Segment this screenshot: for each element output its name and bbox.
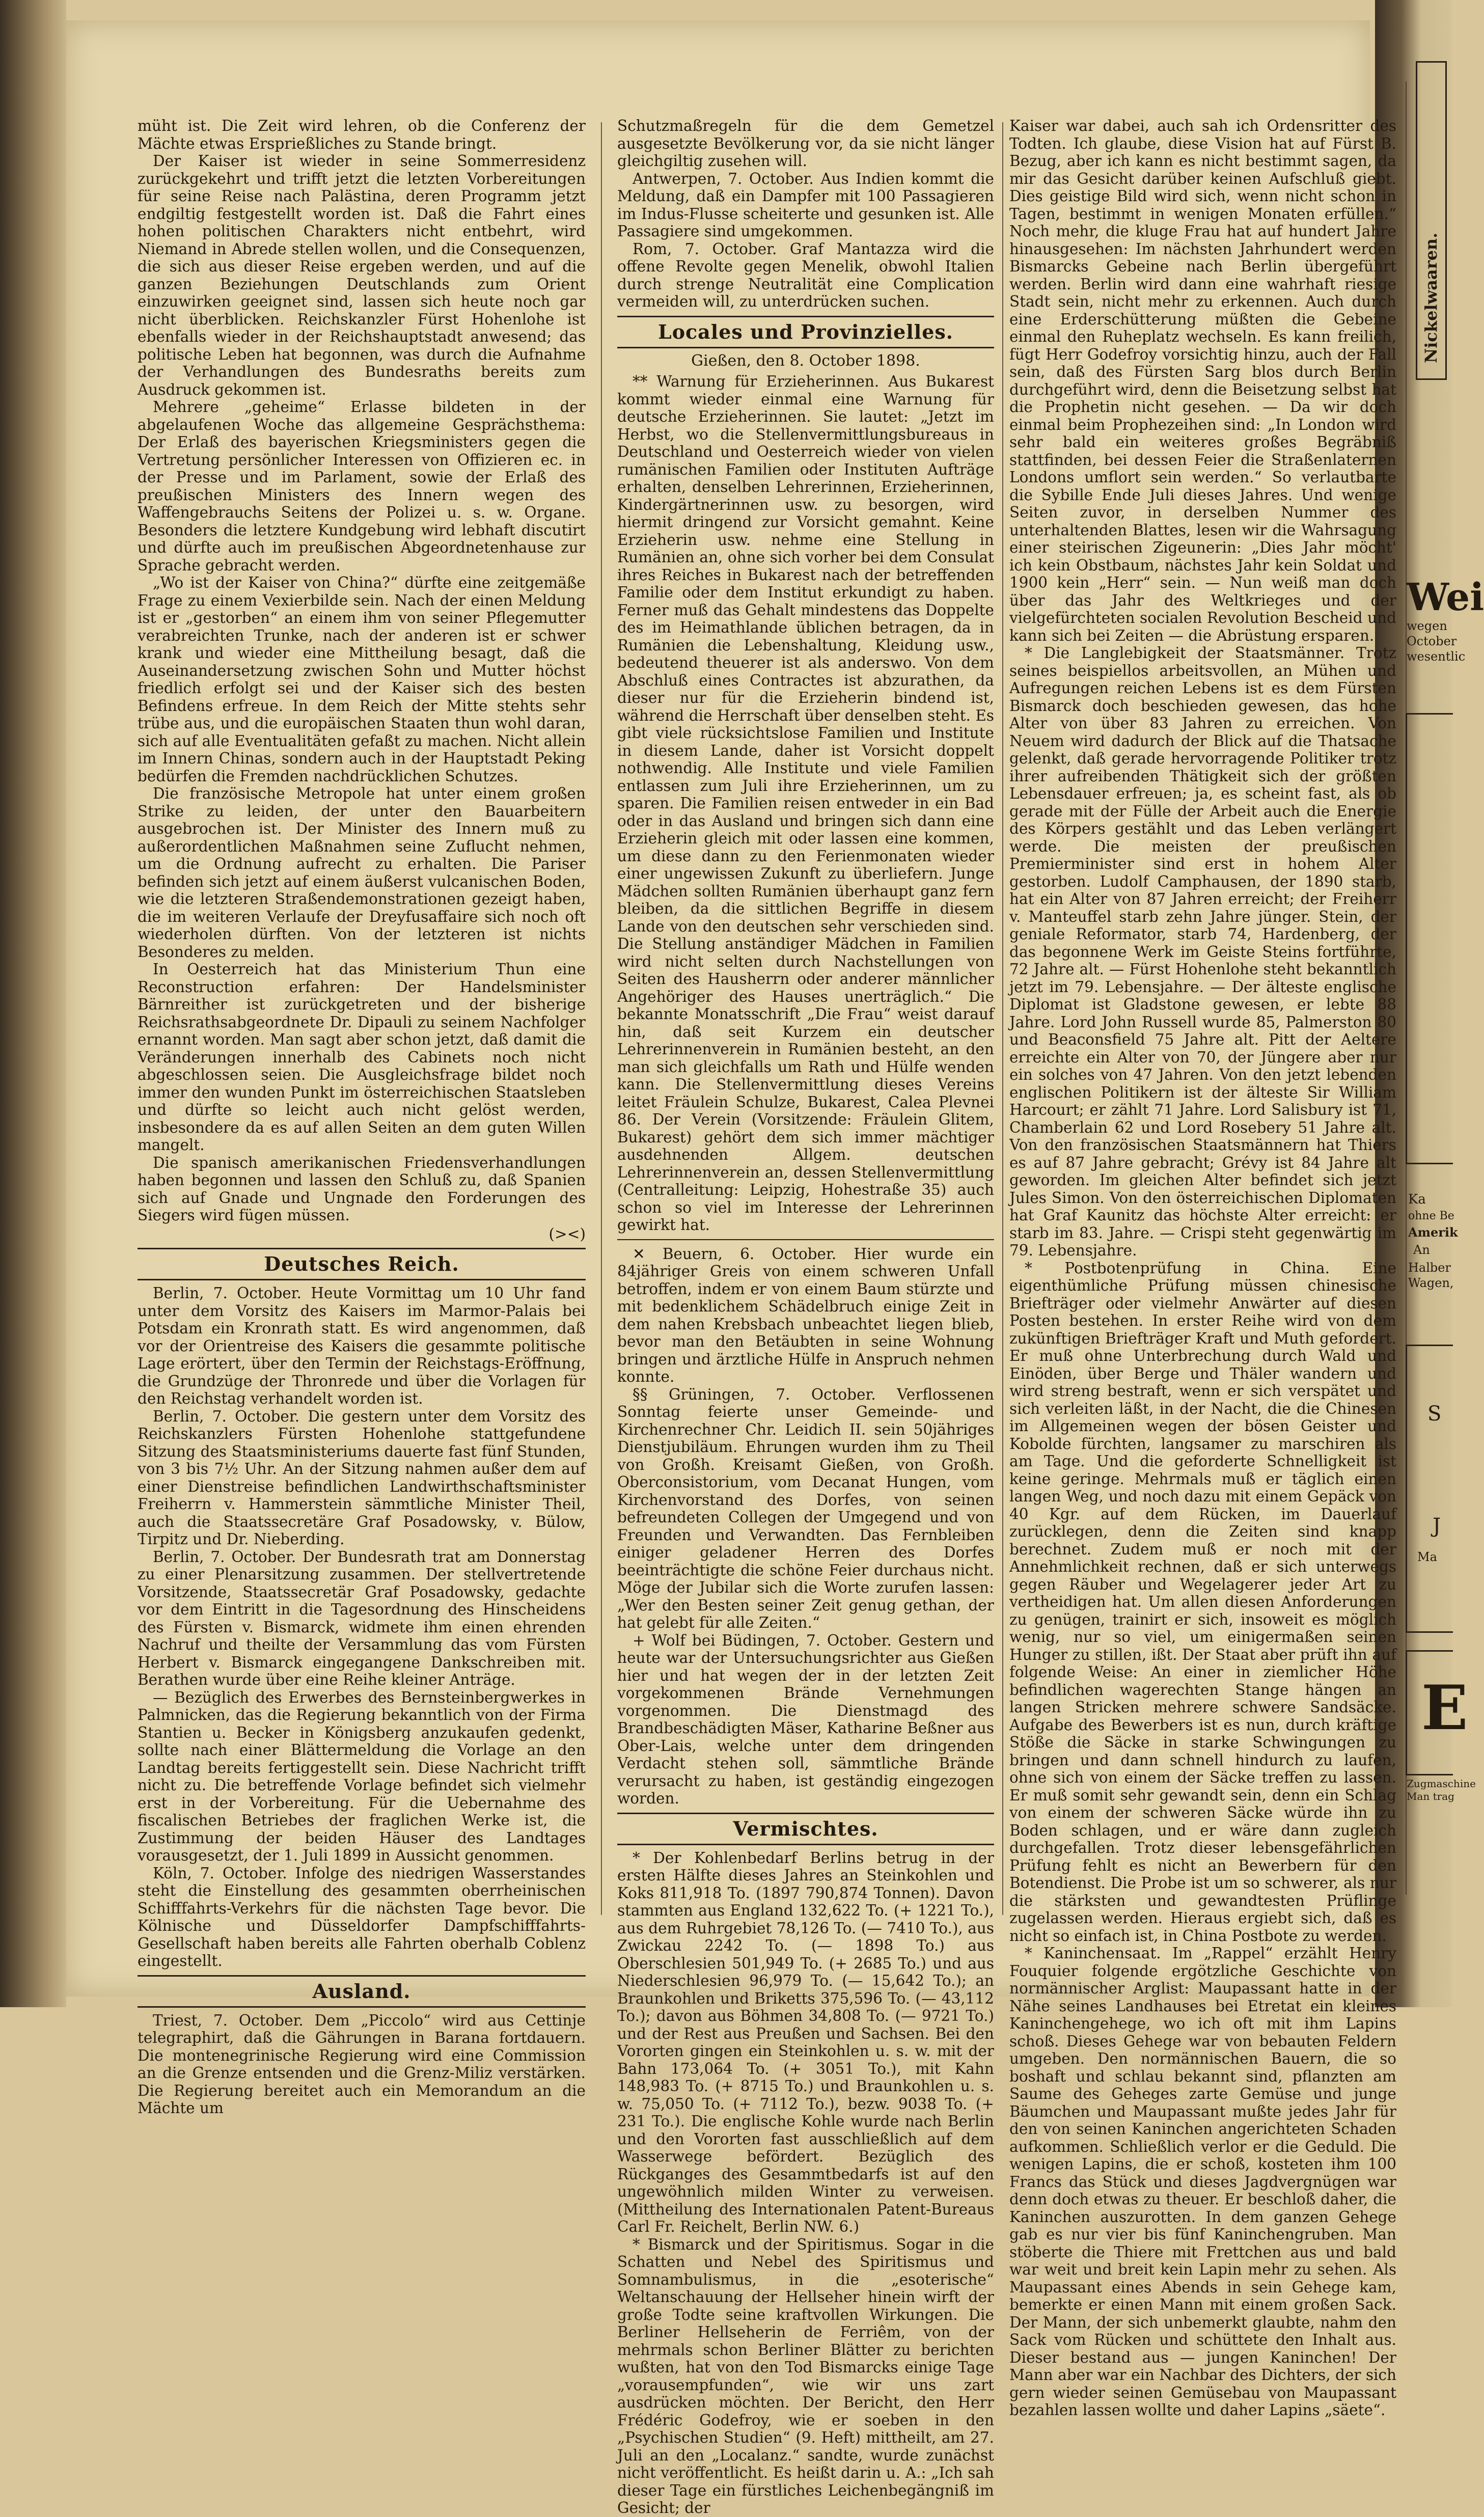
paragraph: müht ist. Die Zeit wird lehren, ob die Conferenz der Mächte etwas Ersprießliches zu Stande bringt.	[138, 117, 586, 152]
paragraph: Antwerpen, 7. October. Aus Indien kommt die Meldung, daß ein Dampfer mit 100 Passagieren im Indus-Flusse scheiterte und gesunken ist. Alle Passagiere sind umgekommen.	[617, 170, 994, 240]
paragraph: + Wolf bei Büdingen, 7. October. Gestern und heute war der Untersuchungsrichter aus Gießen hier und hat wegen der in der letzten Zeit vorgekommenen Brände Vernehmungen vorgenommen. Die Dienstmagd des Brandbeschädigten Mäser, Katharine Beßner aus Ober-Lais, welche unter dem dringenden Verdacht stehen soll, sämmtliche Brände verursacht zu haben, ist geständig eingezogen worden.	[617, 1631, 994, 1807]
text-fragment: S	[1427, 1402, 1442, 1426]
paragraph: Schutzmaßregeln für die dem Gemetzel ausgesetzte Bevölkerung vor, da sie nicht länger gleichgiltig zusehen will.	[617, 117, 994, 170]
paragraph: Berlin, 7. October. Der Bundesrath trat am Donnerstag zu einer Plenarsitzung zusammen. Der stellvertretende Vorsitzende, Staatssecretär Graf Posadowsky, gedachte vor dem Eintritt in die Tagesordnung des Hinscheidens des Fürsten v. Bismarck, widmete ihm einen ehrenden Nachruf und theilte der Versammlung das vom Fürsten Herbert v. Bismarck eingegangene Dankschreiben mit. Berathen wurde über eine Reihe kleiner Anträge.	[138, 1548, 586, 1688]
dateline: Gießen, den 8. October 1898.	[691, 351, 920, 370]
section-heading-vermischtes: Vermischtes.	[617, 1813, 994, 1845]
text-fragment: Ka	[1408, 1192, 1426, 1207]
paragraph: Mehrere „geheime“ Erlasse bildeten in der abgelaufenen Woche das allgemeine Gesprächsthema: Der Erlaß des bayerischen Kriegsministers gegen die Vertretung persönlicher Interessen von Offizieren ec. in der Presse und im Parlament, sowie der Erlaß des preußischen Ministers des Innern wegen des Waffengebrauchs Seitens der Polizei u. s. w. Organe. Besonders die letztere Kundgebung wird lebhaft discutirt und dürfte auch im preußischen Abgeordnetenhause zur Sprache gebracht werden.	[138, 398, 586, 574]
section-heading-ausland: Ausland.	[138, 1975, 586, 2008]
separator-rule	[617, 1239, 994, 1240]
text-fragment: wesentlic	[1407, 649, 1466, 664]
paragraph: * Kaninchensaat. Im „Rappel“ erzählt Henry Fouquier folgende ergötzliche Geschichte von normännischer Arglist: Maupassant hatte in der Nähe seines Landhauses bei Etretat ein kleines Kaninchengehege, wo ich oft mit ihm Lapins schoß. Dieses Gehege war von bebauten Feldern umgeben. Den normännischen Bauern, die so boshaft und schlau bekannt sind, pflanzten am Saume des Geheges zarte Gemüse und junge Bäumchen und Maupassant mußte jedes Jahr für den von seinen Kaninchen angerichteten Schaden aufkommen. Schließlich verlor er die Geduld. Die wenigen Lapins, die er schoß, kosteten ihm 100 Francs das Stück und dieses Jagdvergnügen war denn doch etwas zu theuer. Er beschloß daher, die Kaninchen auszurotten. In dem ganzen Gehege gab es nur vier bis fünf Kaninchengruben. Man stöberte die Thiere mit Frettchen aus und bald war weit und breit kein Lapin mehr zu sehen. Als Maupassant eines Abends in sein Gehege kam, bemerkte er einen Mann mit einem großen Sack. Der Mann, der sich unbemerkt glaubte, nahm den Sack vom Rücken und schüttete den Inhalt aus. Dieser bestand aus — jungen Kaninchen! Der Mann aber war ein Nachbar des Dichters, der sich gern wieder seinen Gemüsebau von Maupassant bezahlen lassen wollte und daher Lapins „säete“.	[1009, 1945, 1396, 2419]
paragraph: §§ Grüningen, 7. October. Verflossenen Sonntag feierte unser Gemeinde- und Kirchenrechner Chr. Leidich II. sein 50jähriges Dienstjubiläum. Ehrungen wurden ihm zu Theil von Großh. Kreisamt Gießen, von Großh. Oberconsistorium, vom Decanat Hungen, vom Kirchenvorstand des Dorfes, von seinen befreundeten Collegen der Umgegend und von Freunden und Verwandten. Das Fernbleiben einiger geladener Herren des Dorfes beeinträchtigte die schöne Feier durchaus nicht. Möge der Jubilar sich die Worte zurufen lassen: „Wer den Besten seiner Zeit genug gethan, der hat gelebt für alle Zeiten.“	[617, 1385, 994, 1631]
column-3	[1009, 117, 1396, 2419]
paragraph: „Wo ist der Kaiser von China?“ dürfte eine zeitgemäße Frage zu einem Vexierbilde sein. Nach der einen Meldung ist er „gestorben“ an einem ihm von seiner Pflegemutter verabreichten Trunke, nach der anderen ist er schwer krank und wieder eine Mittheilung besagt, daß die Auseinandersetzung zwischen Sohn und Mutter höchst friedlich erfolgt sei und der Kaiser sich des besten Befindens erfreue. In dem Reich der Mitte stehts sehr trübe aus, und die europäischen Staaten thun wohl daran, sich auf alle Eventualitäten gefaßt zu machen. Nicht allein im Innern Chinas, sondern auch in der Hauptstadt Peking bedürfen die Fremden nachdrücklichen Schutzes.	[138, 574, 586, 785]
paragraph: ** Warnung für Erzieherinnen. Aus Bukarest kommt wieder einmal eine Warnung für deutsche Erzieherinnen. Sie lautet: „Jetzt im Herbst, wo die Stellenvermittlungsbureaus in Deutschland und Oesterreich wieder von vielen rumänischen Familien oder Instituten Aufträge erhalten, denselben Lehrerinnen, Erzieherinnen, Kindergärtnerinnen usw. zu besorgen, wird hiermit dringend zur Vorsicht gemahnt. Keine Erzieherin usw. nehme eine Stellung in Rumänien an, ohne sich vorher bei dem Consulat ihres Reiches in Bukarest nach der betreffenden Familie oder dem Institut erkundigt zu haben. Ferner muß das Gehalt mindestens das Doppelte des im Heimathlande üblichen betragen, da in Rumänien die Lebenshaltung, Kleidung usw., bedeutend theuerer ist als anderswo. Von dem Abschluß eines Contractes ist abzurathen, da dieser nur für die Erzieherin bindend ist, während die Herrschaft über denselben steht. Es gibt viele rücksichtslose Familien und Institute in diesem Lande, daher ist Vorsicht doppelt nothwendig. Alle Institute und viele Familien entlassen zum Juli ihre Erzieherinnen, um zu sparen. Die Familien reisen entweder in ein Bad oder in das Ausland und bringen sich dann eine Erzieherin gleich mit oder lassen eine kommen, um diese dann zu den Ferienmonaten wieder einer ungewissen Zukunft zu überliefern. Junge Mädchen sollten Rumänien überhaupt ganz fern bleiben, da die sittlichen Begriffe in diesem Lande von den deutschen sehr verschieden sind. Die Stellung anständiger Mädchen in Familien wird nicht selten durch Nachstellungen von Seiten des Hausherrn oder anderer männlicher Angehöriger des Hauses unerträglich.“ Die bekannte Monatsschrift „Die Frau“ weist darauf hin, daß seit Kurzem ein deutscher Lehrerinnenverein in Rumänien besteht, an den man sich gleichfalls um Rath und Hülfe wenden kann. Die Stellenvermittlung dieses Vereins leitet Fräulein Schulze, Bukarest, Calea Plevnei 86. Der Verein (Vorsitzende: Fräulein Glitem, Bukarest) gehört dem sich immer mächtiger ausdehnenden Allgem. deutschen Lehrerinnenverein an, dessen Stellenvermittlung (Centralleitung: Leipzig, Hohestraße 35) auch schon so viel im Interesse der Lehrerinnen gewirkt hat.	[617, 373, 994, 1234]
text-fragment: J	[1433, 1514, 1441, 1538]
paragraph: Triest, 7. October. Dem „Piccolo“ wird aus Cettinje telegraphirt, daß die Gährungen in Barana fortdauern. Die montenegrinische Regierung wird eine Commission an die Grenze entsenden und die Grenz-Miliz verstärken. Die Regierung bereitet auch ein Memorandum an die Mächte um	[138, 2011, 586, 2117]
text-fragment: Ma	[1417, 1550, 1437, 1564]
text-fragment: Amerik	[1408, 1225, 1458, 1240]
text-fragment: Wagen,	[1408, 1276, 1454, 1290]
paragraph: — Bezüglich des Erwerbes des Bernsteinbergwerkes in Palmnicken, das die Regierung bekanntlich von der Firma Stantien u. Becker in Königsberg anzukaufen gedenkt, sollte nach einer Blättermeldung die Vorlage an den Landtag bereits fertiggestellt sein. Diese Nachricht trifft nicht zu. Die betreffende Vorlage befindet sich vielmehr erst in der Vorbereitung. Für die Uebernahme des fiscalischen Betriebes der fraglichen Werke ist, die Zustimmung der beiden Häuser des Landtages vorausgesetzt, der 1. Juli 1899 in Aussicht genommen.	[138, 1688, 586, 1864]
advertisement-box	[1406, 1345, 1453, 1633]
book-spine	[0, 0, 66, 2007]
column-2	[617, 117, 994, 2516]
vertical-ad-text: Nickelwaaren.	[1421, 232, 1441, 363]
newspaper-page	[66, 20, 1396, 2516]
text-fragment: ohne Be	[1408, 1210, 1454, 1222]
column-1	[138, 117, 586, 2117]
paragraph: Rom, 7. October. Graf Mantazza wird die offene Revolte gegen Menelik, obwohl Italien durch strenge Neutralität eine Complication vermeiden will, zu unterdrücken suchen.	[617, 240, 994, 310]
text-fragment: wegen	[1407, 619, 1447, 633]
text-fragment: Halber	[1408, 1261, 1451, 1275]
paragraph: Die spanisch amerikanischen Friedensverhandlungen haben begonnen und lassen den Schluß zu, daß Spanien sich auf Gnade und Ungnade den Forderungen des Siegers wird fügen müssen.	[138, 1154, 586, 1224]
paragraph: Köln, 7. October. Infolge des niedrigen Wasserstandes steht die Einstellung des gesammten oberrheinischen Schifffahrts-Verkehrs für die nächsten Tage bevor. Die Kölnische und Düsseldorfer Dampfschifffahrts-Gesellschaft haben bereits alle Fahrten oberhalb Coblenz eingestellt.	[138, 1864, 586, 1969]
paragraph: Kaiser war dabei, auch sah ich Ordensritter des Todten. Ich glaube, diese Vision hat auf Fürst B. Bezug, aber ich kann es nicht bestimmt sagen, da mir das Gesicht darüber keinen Aufschluß giebt. Dies geistige Bild wird sich, wenn nicht schon in Tagen, bestimmt in wenigen Monaten erfüllen.“ Noch mehr, die kluge Frau hat auf hundert Jahre hinausgesehen: Im nächsten Jahrhundert werden Bismarcks Gebeine nach Berlin übergeführt werden. Berlin wird dann eine wahrhaft riesige Stadt sein, nicht mehr zu erkennen. Auch durch eine Erderschütterung müßten die Gebeine einmal den Ruheplatz wechseln. Es kann freilich, fügt Herr Godefroy vorsichtig hinzu, auch der Fall sein, daß des Fürsten Sarg blos durch Berlin durchgeführt wird, denn die Beisetzung selbst hat die Prophetin nicht gesehen. — Da wir doch einmal beim Prophezeihen sind: „In London wird sehr bald ein weiteres großes Begräbniß stattfinden, bei dessen Feier die Straßenlaternen Londons umflort sein werden.“ So verlautbarte die Sybille Ende Juli dieses Jahres. Und wenige Seiten zuvor, in derselben Nummer des unterhaltenden Blattes, lesen wir die Wahrsagung einer steirischen Zigeunerin: „Dies Jahr möcht' ich kein Obstbaum, nächstes Jahr kein Soldat und 1900 kein „Herr“ sein. — Nun weiß man doch über das Jahr des Weltkrieges und der vielgefürchteten socialen Revolution Bescheid und kann sich bei Zeiten — die Abrüstung ersparen.	[1009, 117, 1396, 644]
section-heading-locales: Locales und Provinzielles.	[617, 316, 994, 348]
paragraph: In Oesterreich hat das Ministerium Thun eine Reconstruction erfahren: Der Handelsminister Bärnreither ist zurückgetreten und der bisherige Reichsrathsabgeordnete Dr. Dipauli zu seinem Nachfolger ernannt worden. Man sagt aber schon jetzt, daß damit die Veränderungen innerhalb des Cabinets noch nicht abgeschlossen seien. Die Ausgleichsfrage bildet noch immer den wunden Punkt im österreichischen Staatsleben und dürfte so leicht auch nicht gelöst werden, insbesondere da es auf allen Seiten an dem guten Willen mangelt.	[138, 961, 586, 1154]
text-fragment: October	[1407, 634, 1457, 648]
ad-headline-fragment: Wei	[1407, 576, 1484, 619]
section-end-mark: (><)	[548, 1225, 586, 1243]
ad-headline-fragment: E	[1421, 1672, 1468, 1744]
paragraph: Der Kaiser ist wieder in seine Sommerresidenz zurückgekehrt und trifft jetzt die letzten Vorbereitungen für seine Reise nach Palästina, deren Programm jetzt endgiltig festgestellt worden ist. Daß die Fahrt eines hohen politischen Charakters nicht entbehrt, wird Niemand in Abrede stellen wollen, und die Consequenzen, die sich aus dieser Reise ergeben werden, und auf die ganzen Beziehungen Deutschlands zum Orient einzuwirken geeignet sind, lassen sich heute noch gar nicht überblicken. Reichskanzler Fürst Hohenlohe ist ebenfalls wieder in der Reichshauptstadt anwesend; das politische Leben hat begonnen, was durch die Aufnahme der Verhandlungen des Bundesraths bereits zum Ausdruck gekommen ist.	[138, 152, 586, 398]
paragraph: Berlin, 7. October. Heute Vormittag um 10 Uhr fand unter dem Vorsitz des Kaisers im Marmor-Palais bei Potsdam ein Kronrath statt. Es wird angenommen, daß vor der Orientreise des Kaisers die gesammte politische Lage erörtert, über den Termin der Reichstags-Eröffnung, die Grundzüge der Thronrede und über die Vorlagen für den Reichstag verhandelt worden ist.	[138, 1284, 586, 1407]
text-fragment: Man trag	[1407, 1790, 1454, 1802]
column-divider	[601, 122, 602, 1915]
section-heading-deutsches-reich: Deutsches Reich.	[138, 1248, 586, 1280]
paragraph: Berlin, 7. October. Die gestern unter dem Vorsitz des Reichskanzlers Fürsten Hohenlohe stattgefundene Sitzung des Staatsministeriums dauerte fast fünf Stunden, von 3 bis 7½ Uhr. An der Sitzung nahmen außer dem auf einer Dienstreise befindlichen Landwirthschaftsminister Freiherrn v. Hammerstein sämmtliche Minister Theil, auch die Staatssecretäre Graf Posadowsky, v. Bülow, Tirpitz und Dr. Nieberding.	[138, 1407, 586, 1548]
paragraph: Die französische Metropole hat unter einem großen Strike zu leiden, der unter den Bauarbeitern ausgebrochen ist. Der Minister des Innern muß zu außerordentlichen Maßnahmen seine Zuflucht nehmen, um die Ordnung aufrecht zu erhalten. Die Pariser befinden sich jetzt auf einem äußerst vulcanischen Boden, wie die letzteren Straßendemonstrationen gezeigt haben, die im weiteren Verlaufe der Dreyfusaffaire sich noch oft wiederholen dürften. Von der letzteren ist nichts Besonderes zu melden.	[138, 785, 586, 961]
paragraph: * Die Langlebigkeit der Staatsmänner. Trotz seines beispiellos arbeitsvollen, an Mühen und Aufregungen reichen Lebens ist es dem Fürsten Bismarck doch beschieden gewesen, das hohe Alter von über 83 Jahren zu erreichen. Von Neuem wird dadurch der Blick auf die Thatsache gelenkt, daß gerade hervorragende Politiker trotz ihrer aufreibenden Thätigkeit sich der größten Lebensdauer erfreuen; ja, es scheint fast, als ob gerade mit der Fülle der Arbeit auch die Energie des Körpers gestählt und das Leben verlängert werde. Die meisten der preußischen Premierminister sind erst in hohem Alter gestorben. Ludolf Camphausen, der 1890 starb, hat ein Alter von 87 Jahren erreicht; der Freiherr v. Manteuffel starb zehn Jahre jünger. Stein, der geniale Reformator, starb 74, Hardenberg, der das begonnene Werk im Geiste Steins fortführte, 72 Jahre alt. — Fürst Hohenlohe steht bekanntlich jetzt im 79. Lebensjahre. — Der älteste englische Diplomat ist Gladstone gewesen, er lebte 88 Jahre. Lord John Russell wurde 85, Palmerston 80 und Beaconsfield 75 Jahre alt. Pitt der Aeltere erreichte ein Alter von 70, der Jüngere aber nur ein solches von 47 Jahren. Von den jetzt lebenden englischen Politikern ist der älteste Sir William Harcourt; er zählt 71 Jahre. Lord Salisbury ist 71, Chamberlain 62 und Lord Rosebery 51 Jahre alt. Von den französischen Staatsmännern hat Thiers es auf 87 Jahre gebracht; Grévy ist 84 Jahre alt geworden. Im gleichen Alter befindet sich jetzt Jules Simon. Von den österreichischen Diplomaten hat Graf Kaunitz das höchste Alter erreicht: er starb im 83. Jahre. — Crispi steht gegenwärtig im 79. Lebensjahre.	[1009, 644, 1396, 1259]
column-divider	[1002, 122, 1003, 1915]
text-fragment: Zugmaschine	[1407, 1777, 1476, 1790]
advertisement-box	[1416, 61, 1447, 380]
paragraph: * Der Kohlenbedarf Berlins betrug in der ersten Hälfte dieses Jahres an Steinkohlen und Koks 811,918 To. (1897 790,874 Tonnen). Davon stammten aus England 132,622 To. (+ 1221 To.), aus dem Ruhrgebiet 78,126 To. (— 7410 To.), aus Zwickau 2242 To. (— 1898 To.) aus Oberschlesien 501,949 To. (+ 2685 To.) und aus Niederschlesien 96,979 To. (— 15,642 To.); an Braunkohlen und Briketts 375,596 To. (— 43,112 To.); davon aus Böhmen 34,808 To. (— 9721 To.) und der Rest aus Preußen und Sachsen. Bei den Vororten gingen ein Steinkohlen u. s. w. mit der Bahn 173,064 To. (+ 3051 To.), mit Kahn 148,983 To. (+ 8715 To.) und Braunkohlen u. s. w. 75,050 To. (+ 7112 To.), bezw. 9038 To. (+ 231 To.). Die englische Kohle wurde nach Berlin und den Vororten fast ausschließlich auf dem Wasserwege befördert. Bezüglich des Rückganges des Gesammtbedarfs ist auf den ungewöhnlich milden Winter zu verweisen. (Mittheilung des Internationalen Patent-Bureaus Carl Fr. Reichelt, Berlin NW. 6.)	[617, 1849, 994, 2235]
text-fragment: An	[1413, 1243, 1430, 1257]
paragraph: ✕ Beuern, 6. October. Hier wurde ein 84jähriger Greis von einem schweren Unfall betroffen, indem er von einem Baum stürzte und mit bedenklichem Schädelbruch einige Zeit in dem nahen Krebsbach unbeachtet liegen blieb, bevor man den Betäubten in seine Wohnung bringen und ärztliche Hülfe in Anspruch nehmen konnte.	[617, 1245, 994, 1385]
advertisement-box	[1406, 713, 1453, 1164]
paragraph: * Bismarck und der Spiritismus. Sogar in die Schatten und Nebel des Spiritismus und Somnambulismus, in die „esoterische“ Weltanschauung der Hellseher hinein wirft der große Todte seine kraftvollen Wirkungen. Die Berliner Hellseherin de Ferriêm, von der mehrmals schon Berliner Blätter zu berichten wußten, hat von den Tod Bismarcks einige Tage „vorausempfunden“, wie wir uns zart ausdrücken möchten. Der Bericht, den Herr Frédéric Godefroy, wie er soeben in den „Psychischen Studien“ (9. Heft) mittheilt, am 27. Juli an den „Localanz.“ sandte, wurde zunächst nicht veröffentlicht. Es heißt darin u. A.: „Ich sah dieser Tage ein fürstliches Leichenbegängniß im Gesicht; der	[617, 2235, 994, 2516]
advertisement-box	[1406, 1650, 1468, 1775]
paragraph: * Postbotenprüfung in China. Eine eigenthümliche Prüfung müssen chinesische Briefträger oder vielmehr Anwärter auf diesen Posten bestehen. In erster Reihe wird von dem zukünftigen Briefträger Kraft und Muth gefordert. Er muß ohne Unterbrechung durch Wald und Einöden, über Berge und Thäler wandern und wird streng bestraft, wenn er sich verspätet und sich verleiten läßt, in der Nacht, die die Chinesen im Allgemeinen wegen der bösen Geister und Kobolde fürchten, langsamer zu marschiren als am Tage. Und die geforderte Schnelligkeit ist keine geringe. Mehrmals muß er täglich einen langen Weg, und noch dazu mit einem Gepäck von 40 Kgr. auf dem Rücken, im Dauerlauf zurücklegen, denn die Zeiten sind knapp berechnet. Zudem muß er noch mit der Annehmlichkeit rechnen, daß er sich unterwegs gegen Räuber und Wegelagerer jeder Art zu vertheidigen hat. Um allen diesen Anforderungen zu genügen, trainirt er sich, insoweit es möglich wenig, nur so viel, um einigermaßen seinen Hunger zu stillen, ißt. Der Staat aber prüft ihn auf folgende Weise: An einer in ziemlicher Höhe befindlichen wagerechten Stange hängen an langen Stricken mehrere schwere Sandsäcke. Aufgabe des Bewerbers ist es nun, durch kräftige Stöße die Säcke in starke Schwingungen zu bringen und dann schnell hindurch zu laufen, ohne sich von einem der Säcke treffen zu lassen. Er muß somit sehr gewandt sein, denn ein Schlag von einem der schweren Säcke würde ihn zu Boden schlagen, und er wäre dann zugleich durchgefallen. Trotz dieser lebensgefährlichen Prüfung fehlt es nicht an Bewerbern für den Botendienst. Die Probe ist um so schwerer, als nur die stärksten und gewandtesten Prüflinge zugelassen werden. Hieraus ergiebt sich, daß es nicht so einfach ist, in China Postbote zu werden.	[1009, 1259, 1396, 1945]
